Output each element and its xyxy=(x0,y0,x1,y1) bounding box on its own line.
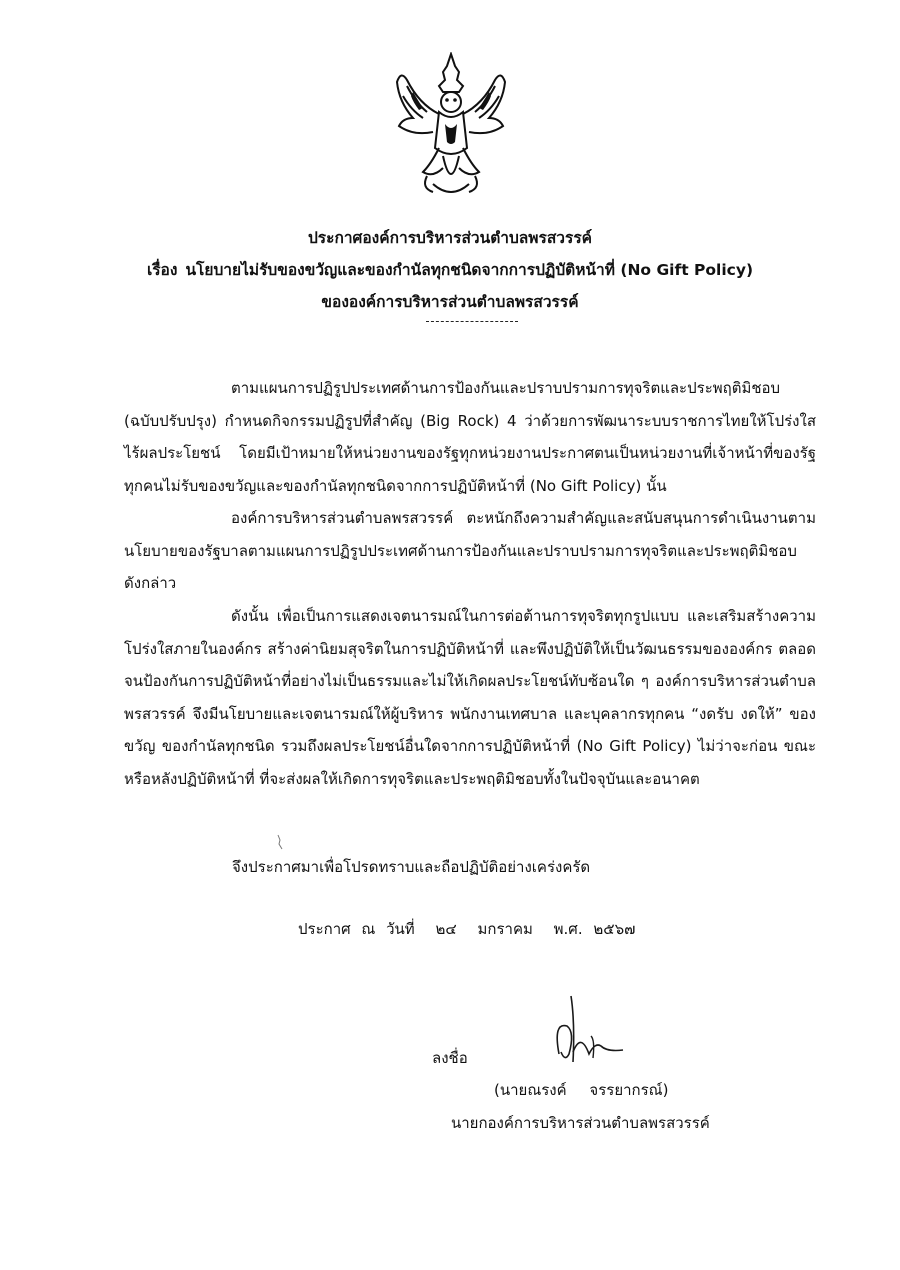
announcement-subject xyxy=(0,256,900,284)
handwritten-signature xyxy=(545,992,635,1072)
paragraph-text: องค์การบริหารส่วนตำบลพรสวรรค์ ตะหนักถึงความสำคัญและสนับสนุนการดำเนินงานตามนโยบายของรัฐบาลตามแผนการปฏิรูปประเทศด้านการป้องกันและปราบปรามการทุจริตและประพฤติมิชอบ ดังกล่าว xyxy=(124,509,816,592)
body-paragraph-3 xyxy=(124,600,816,795)
date-day: ๒๔ xyxy=(435,920,457,938)
announcement-closing: จึงประกาศมาเพื่อโปรดทราบและถือปฏิบัติอย่างเคร่งครัด xyxy=(232,858,591,876)
scan-speck xyxy=(277,834,283,850)
date-prefix: ประกาศ ณ วันที่ xyxy=(298,920,415,938)
paragraph-text: ตามแผนการปฏิรูปประเทศด้านการป้องกันและปราบปรามการทุจริตและประพฤติมิชอบ (ฉบับปรับปรุง) กำหนดกิจกรรมปฏิรูปที่สำคัญ (Big Rock) 4 ว่าด้วยการพัฒนาระบบราชการไทยให้โปร่งใส ไร้ผลประโยชน์ โดยมีเป้าหมายให้หน่วยงานของรัฐทุกหน่วยงานประกาศตนเป็นหน่วยงานที่เจ้าหน้าที่ของรัฐทุกคนไม่รับของขวัญและของกำนัลทุกชนิดจากการปฏิบัติหน้าที่ (No Gift Policy) นั้น xyxy=(124,379,816,495)
paragraph-text: ดังนั้น เพื่อเป็นการแสดงเจตนารมณ์ในการต่อต้านการทุจริตทุกรูปแบบ และเสริมสร้างความโปร่งใสภายในองค์กร สร้างค่านิยมสุจริตในการปฏิบัติหน้าที่ และพึงปฏิบัติให้เป็นวัฒนธรรมขององค์กร ตลอดจนป้องกันการปฏิบัติหน้าที่อย่างไม่เป็นธรรมและไม่ให้เกิดผลประโยชน์ทับซ้อนใด ๆ องค์การบริหารส่วนตำบลพรสวรรค์ จึงมีนโยบายและเจตนารมณ์ให้ผู้บริหาร พนักงานเทศบาล และบุคลากรทุกคน “งดรับ งดให้” ของขวัญ ของกำนัลทุกชนิด รวมถึงผลประโยชน์อื่นใดจากการปฏิบัติหน้าที่ (No Gift Policy) ไม่ว่าจะก่อน ขณะ หรือหลังปฏิบัติหน้าที่ ที่จะส่งผลให้เกิดการทุจริตและประพฤติมิชอบทั้งในปัจจุบันและอนาคต xyxy=(124,607,816,788)
subject-label: เรื่อง xyxy=(146,261,178,279)
announcement-issuer: ขององค์การบริหารส่วนตำบลพรสวรรค์ xyxy=(321,293,579,311)
signatory-title: นายกองค์การบริหารส่วนตำบลพรสวรรค์ xyxy=(451,1114,710,1132)
body-paragraph-2 xyxy=(124,502,816,600)
garuda-emblem-icon xyxy=(393,52,509,202)
date-month: มกราคม xyxy=(477,920,533,938)
signature-label: ลงชื่อ xyxy=(432,1049,468,1067)
signatory-name: (นายณรงค์ จรรยากรณ์) xyxy=(494,1081,669,1099)
subject-text: นโยบายไม่รับของขวัญและของกำนัลทุกชนิดจากการปฏิบัติหน้าที่ (No Gift Policy) xyxy=(185,261,754,279)
body-paragraph-1 xyxy=(124,372,816,502)
date-year: พ.ศ. ๒๕๖๗ xyxy=(553,920,636,938)
announcement-date xyxy=(298,917,645,941)
header-divider xyxy=(426,321,518,322)
announcement-title: ประกาศองค์การบริหารส่วนตำบลพรสวรรค์ xyxy=(307,229,593,247)
